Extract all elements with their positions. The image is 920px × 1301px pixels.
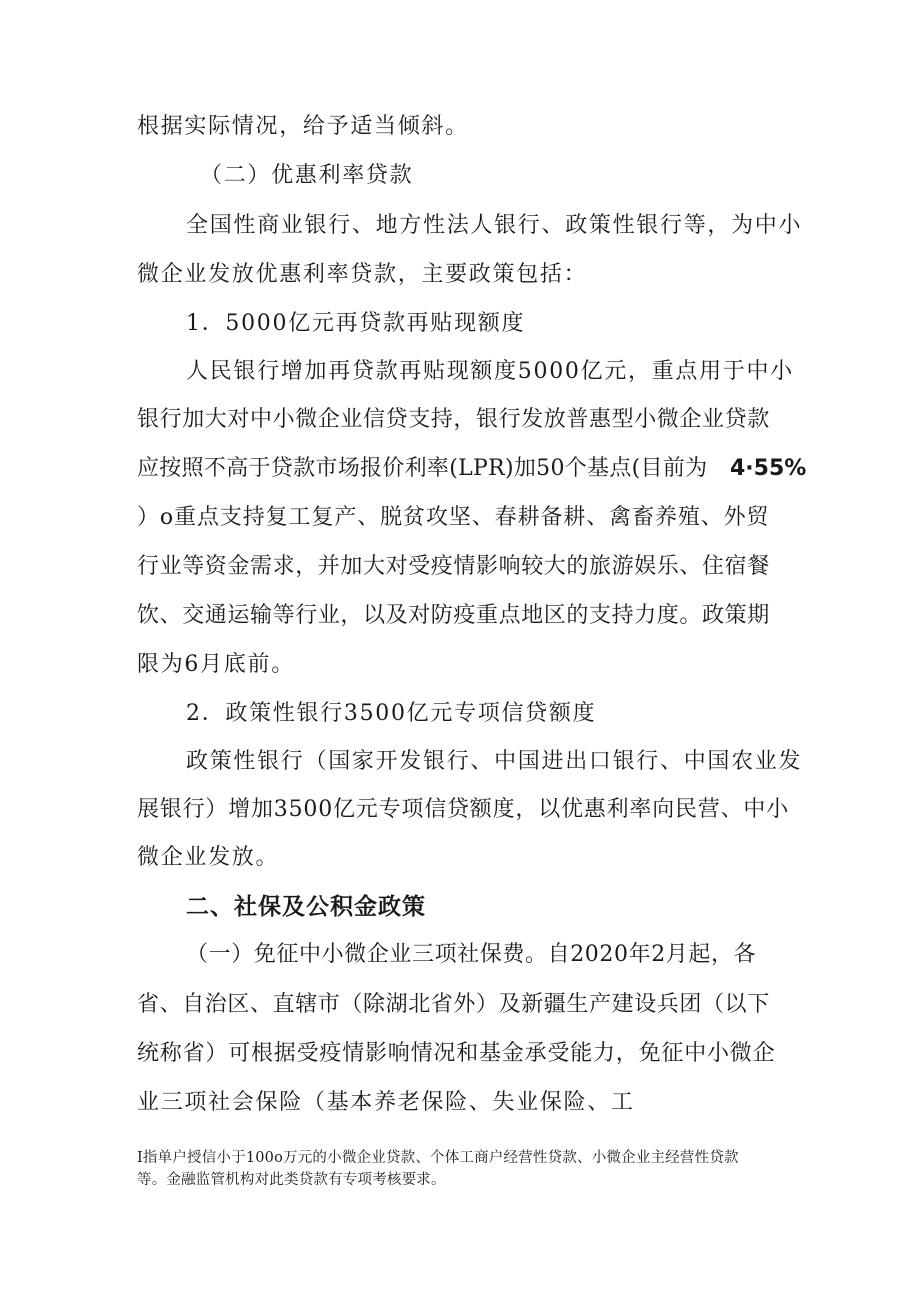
item-heading: 2．政策性银行3500亿元专项信贷额度 xyxy=(186,701,597,726)
section-heading: 二、社保及公积金政策 xyxy=(186,894,426,920)
item-heading: 1．5000亿元再贷款再贴现额度 xyxy=(186,311,526,336)
paragraph-line: 省、自治区、直辖市（除湖北省外）及新疆生产建设兵团（以下 xyxy=(137,992,770,1017)
paragraph-line: 银行加大对中小微企业信贷支持，银行发放普惠型小微企业贷款 xyxy=(137,407,770,432)
paragraph-line: 微企业发放优惠利率贷款，主要政策包括： xyxy=(137,262,588,287)
paragraph-line: 展银行）增加3500亿元专项信贷额度，以优惠利率向民营、中小 xyxy=(137,797,789,822)
paragraph-line: 应按照不高于贷款市场报价利率(LPR)加50个基点(目前为 xyxy=(137,456,708,481)
paragraph-line: 微企业发放。 xyxy=(137,845,280,870)
paragraph-line: 行业等资金需求，并加大对受疫情影响较大的旅游娱乐、住宿餐 xyxy=(137,554,770,579)
paragraph-line: 政策性银行（国家开发银行、中国进出口银行、中国农业发 xyxy=(186,749,803,774)
footnote-line: I指单户授信小于100o万元的小微企业贷款、个体工商户经营性贷款、小微企业主经营性贷款 xyxy=(137,1150,739,1166)
paragraph-line: 饮、交通运输等行业，以及对防疫重点地区的支持力度。政策期 xyxy=(137,603,770,628)
paragraph-line: ）o重点支持复工复产、脱贫攻坚、春耕备耕、禽畜养殖、外贸 xyxy=(137,505,770,530)
paragraph-line: 人民银行增加再贷款再贴现额度5000亿元，重点用于中小 xyxy=(186,359,794,384)
paragraph-line: 根据实际情况，给予适当倾斜。 xyxy=(137,114,469,139)
paragraph-line: 业三项社会保险（基本养老保险、失业保险、工 xyxy=(137,1090,635,1115)
section-subheading: （二）优惠利率贷款 xyxy=(200,163,414,188)
footnote-line: 等。金融监管机构对此类贷款有专项考核要求。 xyxy=(137,1172,446,1188)
paragraph-line: （一）免征中小微企业三项社保费。自2020年2月起，各 xyxy=(186,942,757,967)
paragraph-line: 全国性商业银行、地方性法人银行、政策性银行等，为中小 xyxy=(186,213,803,238)
paragraph-line: 限为6月底前。 xyxy=(137,652,295,677)
paragraph-line: 统称省）可根据受疫情影响情况和基金承受能力，免征中小微企 xyxy=(137,1041,776,1066)
rate-value: 4·55% xyxy=(730,456,807,481)
